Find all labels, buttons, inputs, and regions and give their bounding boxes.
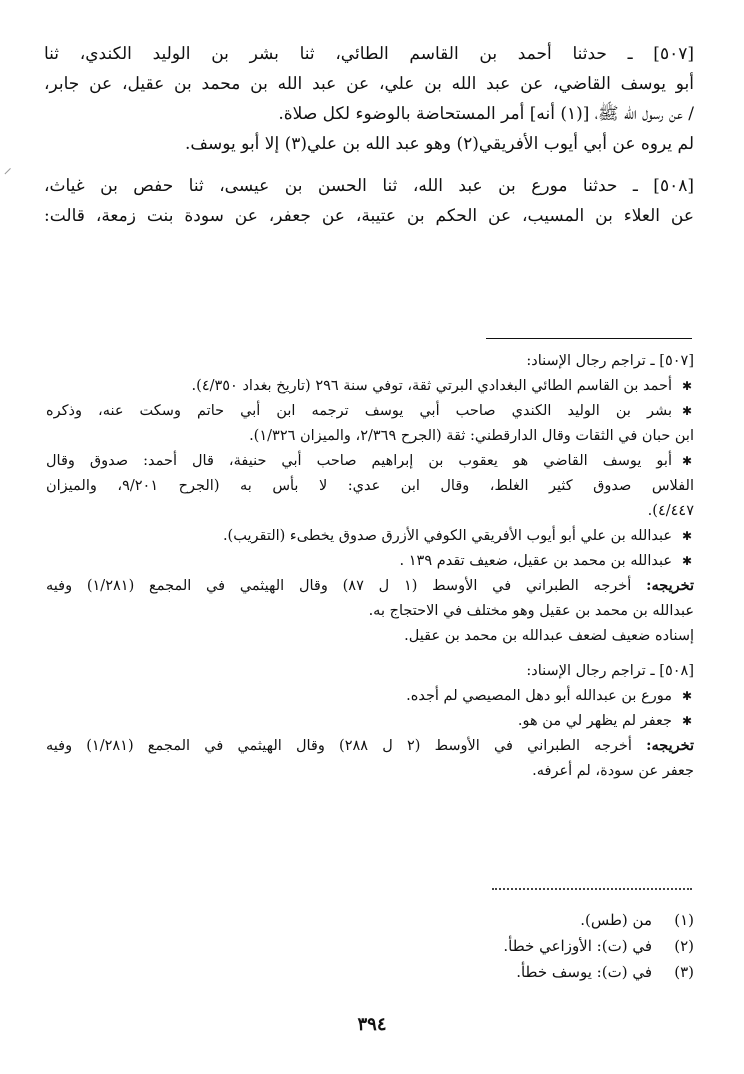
footnote-number: (٢)	[674, 937, 694, 955]
takhrij-508-cont: جعفر عن سودة، لم أعرفه.	[532, 763, 694, 779]
narrator-note: ✱ عبدالله بن علي أبو أيوب الأفريقي الكوفي الأزرق صدوق يخطىء (التقريب).	[46, 527, 694, 545]
narrator-note: ✱ مورع بن عبدالله أبو دهل المصيصي لم أجده.	[46, 687, 694, 705]
narrator-note: ✱ بشر بن الوليد الكندي صاحب أبي يوسف ترجمه ابن أبي حاتم وسكت عنه، وذكره	[46, 402, 694, 420]
takhrij-507-cont: إسناده ضعيف لضعف عبدالله بن محمد بن عقيل.	[404, 628, 694, 644]
takhrij-508	[46, 737, 694, 755]
narrator-note: ✱ أبو يوسف القاضي هو يعقوب بن إبراهيم صاحب أبي حنيفة، قال أحمد: صدوق وقال	[46, 452, 694, 470]
footnote-text: في (ت): يوسف خطأ.	[516, 963, 652, 981]
notes-508-heading: [٥٠٨] ـ تراجم رجال الإسناد:	[526, 663, 694, 679]
narrator-note-cont: ابن حبان في الثقات وقال الدارقطني: ثقة (الجرح ٢/٣٦٩، والميزان ١/٣٢٦).	[249, 428, 694, 444]
takhrij-text: أخرجه الطبراني في الأوسط (١ ل ٨٧) وقال الهيثمي في المجمع (١/٢٨١) وفيه	[46, 578, 632, 594]
hadith-508-line: عن العلاء بن المسيب، عن الحكم بن عتيبة، عن جعفر، عن سودة بنت زمعة، قالت:	[44, 206, 694, 226]
notes-507-heading: [٥٠٧] ـ تراجم رجال الإسناد:	[526, 353, 694, 369]
hadith-507-line: [٥٠٧] ـ حدثنا أحمد بن القاسم الطائي، ثنا بشر بن الوليد الكندي، ثنا	[44, 44, 694, 64]
takhrij-text: أخرجه الطبراني في الأوسط (٢ ل ٢٨٨) وقال الهيثمي في المجمع (١/٢٨١) وفيه	[46, 738, 632, 754]
footnote-number: (١)	[674, 911, 694, 929]
footnote	[394, 962, 694, 982]
hadith-508	[44, 176, 694, 226]
footnote-number: (٣)	[674, 963, 694, 981]
main-text	[44, 44, 694, 248]
takhrij-507-cont: عبدالله بن محمد بن عقيل وهو مختلف في الاحتجاج به.	[368, 603, 694, 619]
hadith-507-line: أبو يوسف القاضي، عن عبد الله بن علي، عن عبد الله بن محمد بن عقيل، عن جابر،	[44, 74, 694, 94]
footnote-text: في (ت): الأوزاعي خطأ.	[503, 937, 652, 955]
commentary	[46, 352, 694, 787]
page-number: ٣٩٤	[357, 1014, 387, 1035]
margin-mark	[4, 168, 16, 180]
narrator-note: ✱ جعفر لم يظهر لي من هو.	[46, 712, 694, 730]
footnote	[394, 936, 694, 956]
narrator-note: ✱ أحمد بن القاسم الطائي البغدادي البرتي ثقة، توفي سنة ٢٩٦ (تاريخ بغداد ٤/٣٥٠).	[46, 377, 694, 395]
hadith-507-line: / عن رسول الله ﷺ، [(١) أنه] أمر المستحاضة بالوضوء لكل صلاة.	[278, 104, 694, 124]
takhrij-507	[46, 577, 694, 595]
narrator-note-cont: ٤/٤٤٧).	[647, 503, 694, 519]
narrator-note: ✱ عبدالله بن محمد بن عقيل، ضعيف تقدم ١٣٩ .	[46, 552, 694, 570]
narrator-note-cont: الفلاس صدوق كثير الغلط، وقال ابن عدي: لا بأس به (الجرح ٩/٢٠١، والميزان	[46, 478, 694, 494]
hadith-507	[44, 44, 694, 154]
footnotes	[394, 910, 694, 988]
hadith-508-line: [٥٠٨] ـ حدثنا مورع بن عبد الله، ثنا الحسن بن عيسى، ثنا حفص بن غياث،	[44, 176, 694, 196]
dotted-separator	[492, 888, 692, 890]
takhrij-label: تخريجه:	[646, 577, 695, 594]
hadith-507-line: لم يروه عن أبي أيوب الأفريقي(٢) وهو عبد الله بن علي(٣) إلا أبو يوسف.	[185, 134, 694, 154]
footnote	[394, 910, 694, 930]
takhrij-label: تخريجه:	[646, 737, 695, 754]
footnote-separator	[486, 338, 692, 339]
footnote-text: من (طس).	[580, 911, 652, 929]
